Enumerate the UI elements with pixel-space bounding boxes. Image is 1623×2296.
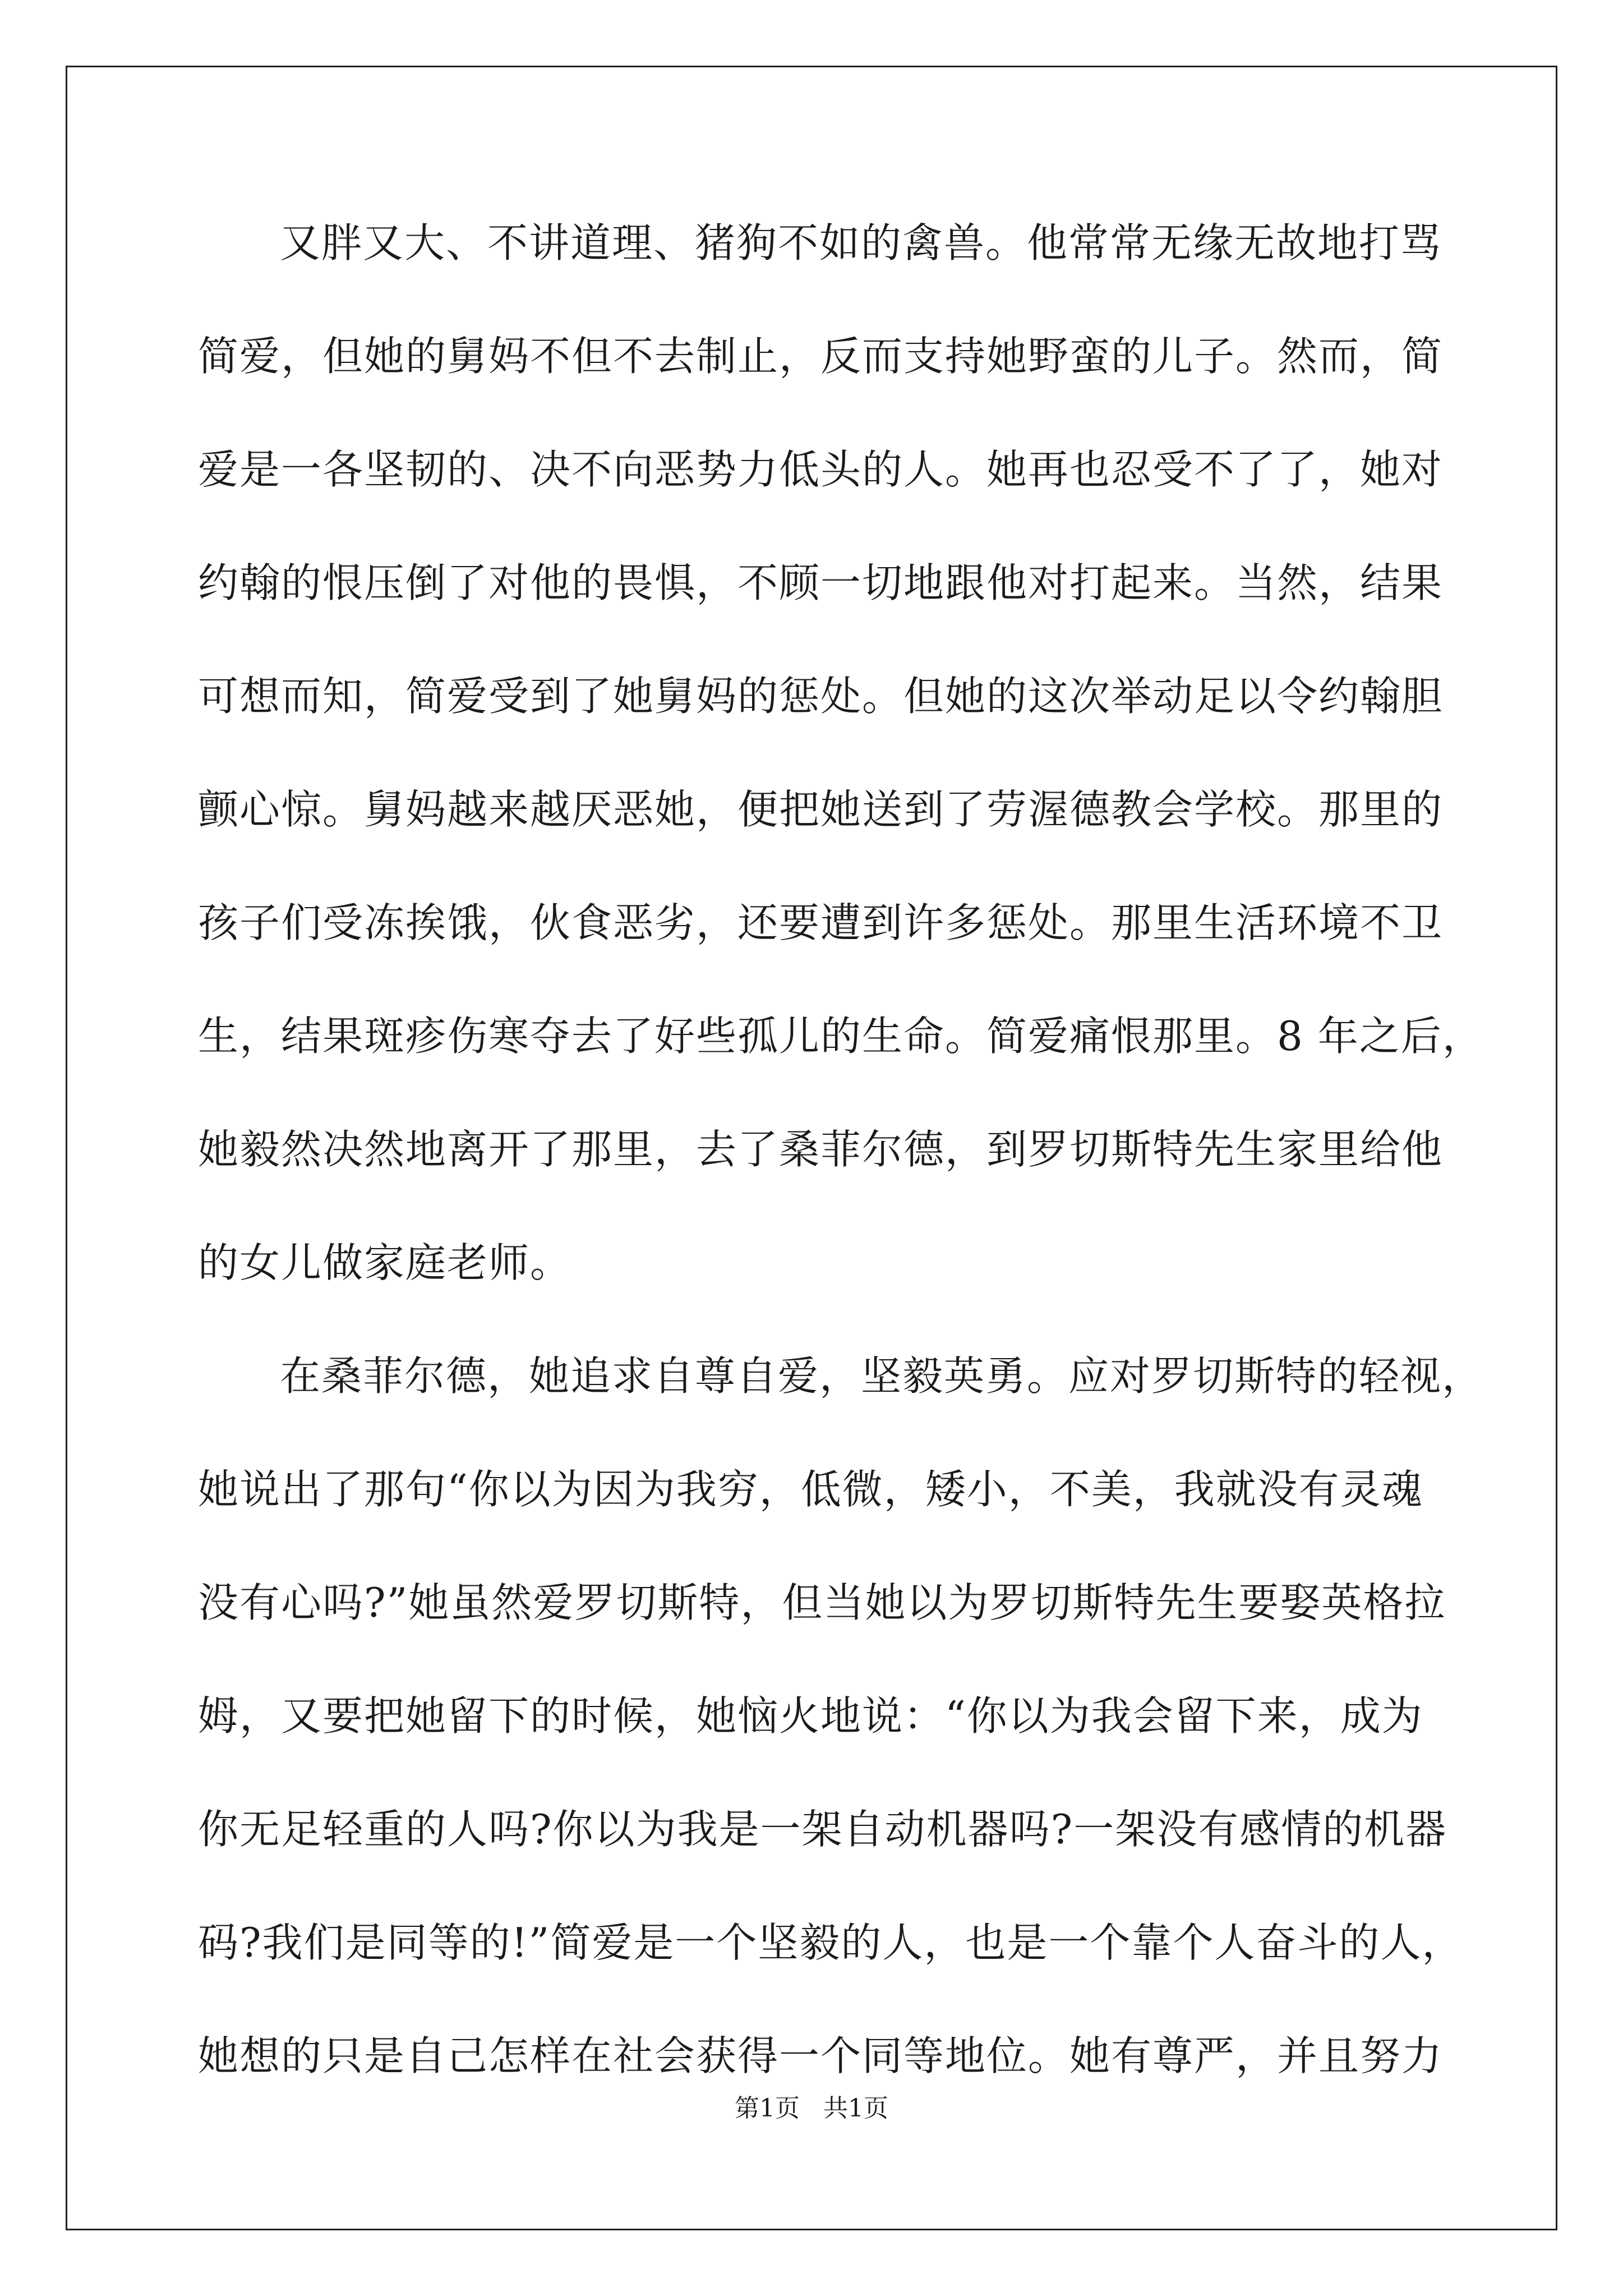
text-line: 她毅然决然地离开了那里，去了桑菲尔德，到罗切斯特先生家里给他 <box>198 1126 1444 1173</box>
text-line: 爱是一各坚韧的、决不向恶势力低头的人。她再也忍受不了了，她对 <box>198 446 1444 493</box>
text-line: 的女儿做家庭老师。 <box>198 1239 572 1286</box>
text-line: 在桑菲尔德，她追求自尊自爱，坚毅英勇。应对罗切斯特的轻视， <box>280 1352 1484 1400</box>
page-number: 第1页 <box>735 2094 800 2123</box>
text-line: 没有心吗?”她虽然爱罗切斯特，但当她以为罗切斯特先生要娶英格拉 <box>198 1579 1446 1626</box>
text-line: 生，结果斑疹伤寒夺去了好些孤儿的生命。简爱痛恨那里。8 年之后， <box>198 1013 1484 1060</box>
document-body <box>198 216 1484 2142</box>
text-line: 约翰的恨压倒了对他的畏惧，不顾一切地跟他对打起来。当然，结果 <box>198 559 1444 606</box>
page-footer <box>0 2088 1623 2124</box>
text-line: 又胖又大、不讲道理、猪狗不如的禽兽。他常常无缘无故地打骂 <box>280 219 1442 266</box>
text-line: 你无足轻重的人吗?你以为我是一架自动机器吗?一架没有感情的机器 <box>198 1806 1447 1853</box>
text-line: 姆，又要把她留下的时候，她恼火地说：“你以为我会留下来，成为 <box>198 1692 1423 1740</box>
text-line: 码?我们是同等的!”简爱是一个坚毅的人，也是一个靠个人奋斗的人， <box>198 1919 1464 1966</box>
text-line: 孩子们受冻挨饿，伙食恶劣，还要遭到许多惩处。那里生活环境不卫 <box>198 899 1444 946</box>
text-line: 可想而知，简爱受到了她舅妈的惩处。但她的这次举动足以令约翰胆 <box>198 673 1444 720</box>
text-line: 她想的只是自己怎样在社会获得一个同等地位。她有尊严，并且努力 <box>198 2032 1444 2079</box>
text-line: 简爱，但她的舅妈不但不去制止，反而支持她野蛮的儿子。然而，简 <box>198 333 1444 380</box>
page-total: 共1页 <box>823 2094 888 2123</box>
text-line: 颤心惊。舅妈越来越厌恶她，便把她送到了劳渥德教会学校。那里的 <box>198 786 1444 833</box>
text-line: 她说出了那句“你以为因为我穷，低微，矮小，不美，我就没有灵魂 <box>198 1466 1423 1513</box>
